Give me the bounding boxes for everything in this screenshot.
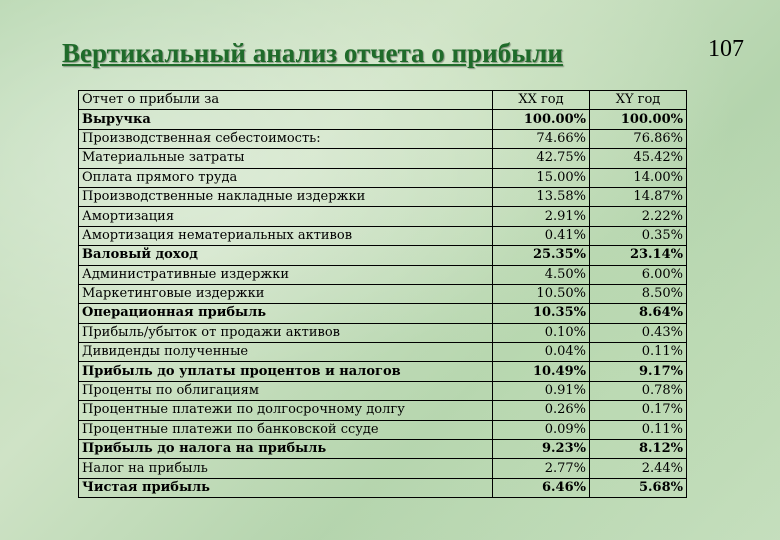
row-value-xx: 2.77% (493, 459, 590, 478)
row-label: Материальные затраты (79, 149, 493, 168)
page-number: 107 (708, 36, 744, 62)
income-statement-table (78, 90, 687, 498)
row-label: Производственные накладные издержки (79, 187, 493, 206)
table-body (79, 110, 687, 498)
row-label: Валовый доход (79, 246, 493, 265)
table-row (79, 149, 687, 168)
row-value-xx: 0.41% (493, 226, 590, 245)
row-value-xy: 0.35% (590, 226, 687, 245)
header-col-xy: XY год (590, 91, 687, 110)
row-value-xx: 42.75% (493, 149, 590, 168)
row-value-xy: 8.12% (590, 440, 687, 459)
row-value-xy: 9.17% (590, 362, 687, 381)
table-row (79, 478, 687, 497)
row-label: Чистая прибыль (79, 478, 493, 497)
table-row (79, 284, 687, 303)
row-label: Амортизация нематериальных активов (79, 226, 493, 245)
row-value-xy: 2.44% (590, 459, 687, 478)
row-label: Процентные платежи по банковской ссуде (79, 420, 493, 439)
row-label: Административные издержки (79, 265, 493, 284)
row-value-xy: 2.22% (590, 207, 687, 226)
row-value-xy: 6.00% (590, 265, 687, 284)
row-value-xy: 8.50% (590, 284, 687, 303)
row-value-xx: 10.35% (493, 304, 590, 323)
row-value-xx: 4.50% (493, 265, 590, 284)
row-value-xy: 76.86% (590, 129, 687, 148)
table-row (79, 168, 687, 187)
row-value-xx: 10.50% (493, 284, 590, 303)
row-label: Амортизация (79, 207, 493, 226)
row-label: Дивиденды полученные (79, 343, 493, 362)
table-row (79, 207, 687, 226)
row-label: Прибыль/убыток от продажи активов (79, 323, 493, 342)
row-label: Прибыль до налога на прибыль (79, 440, 493, 459)
row-value-xx: 10.49% (493, 362, 590, 381)
row-value-xx: 2.91% (493, 207, 590, 226)
row-value-xy: 5.68% (590, 478, 687, 497)
row-value-xy: 100.00% (590, 110, 687, 129)
row-value-xx: 0.10% (493, 323, 590, 342)
row-label: Проценты по облигациям (79, 381, 493, 400)
table-row (79, 187, 687, 206)
row-value-xy: 0.11% (590, 420, 687, 439)
row-value-xx: 0.04% (493, 343, 590, 362)
row-value-xx: 13.58% (493, 187, 590, 206)
row-value-xx: 0.26% (493, 401, 590, 420)
row-value-xx: 74.66% (493, 129, 590, 148)
table-row (79, 304, 687, 323)
table-header-row (79, 91, 687, 110)
row-label: Оплата прямого труда (79, 168, 493, 187)
row-value-xy: 8.64% (590, 304, 687, 323)
table-row (79, 381, 687, 400)
row-label: Выручка (79, 110, 493, 129)
table-row (79, 246, 687, 265)
header-col-xx: XX год (493, 91, 590, 110)
row-value-xy: 0.11% (590, 343, 687, 362)
row-value-xx: 15.00% (493, 168, 590, 187)
row-value-xx: 9.23% (493, 440, 590, 459)
page-title: Вертикальный анализ отчета о прибыли (62, 38, 563, 68)
row-value-xy: 14.00% (590, 168, 687, 187)
table-row (79, 129, 687, 148)
row-label: Операционная прибыль (79, 304, 493, 323)
row-label: Производственная себестоимость: (79, 129, 493, 148)
header-label: Отчет о прибыли за (79, 91, 493, 110)
table-row (79, 459, 687, 478)
row-value-xx: 0.09% (493, 420, 590, 439)
row-label: Маркетинговые издержки (79, 284, 493, 303)
row-value-xy: 45.42% (590, 149, 687, 168)
row-value-xy: 23.14% (590, 246, 687, 265)
table-row (79, 420, 687, 439)
row-value-xy: 0.78% (590, 381, 687, 400)
row-value-xx: 0.91% (493, 381, 590, 400)
table-row (79, 323, 687, 342)
row-label: Прибыль до уплаты процентов и налогов (79, 362, 493, 381)
table-row (79, 265, 687, 284)
table-row (79, 343, 687, 362)
row-label: Процентные платежи по долгосрочному долгу (79, 401, 493, 420)
table-row (79, 110, 687, 129)
row-value-xx: 100.00% (493, 110, 590, 129)
table-row (79, 401, 687, 420)
row-label: Налог на прибыль (79, 459, 493, 478)
row-value-xy: 0.43% (590, 323, 687, 342)
row-value-xy: 14.87% (590, 187, 687, 206)
table-row (79, 440, 687, 459)
table-row (79, 226, 687, 245)
row-value-xx: 6.46% (493, 478, 590, 497)
table-row (79, 362, 687, 381)
row-value-xx: 25.35% (493, 246, 590, 265)
row-value-xy: 0.17% (590, 401, 687, 420)
